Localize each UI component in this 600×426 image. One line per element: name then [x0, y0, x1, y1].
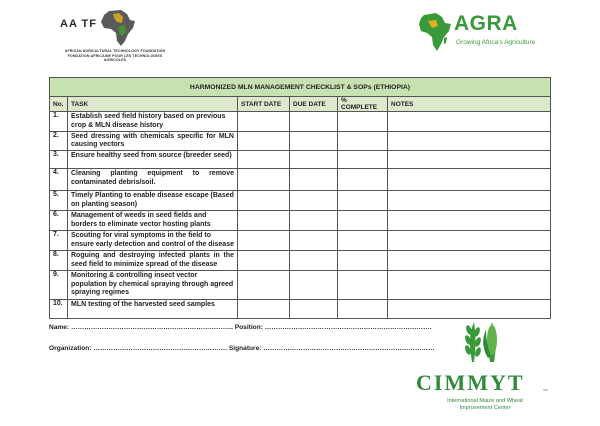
col-header-due-date: DUE DATE [290, 97, 338, 112]
start-date-cell[interactable] [238, 131, 290, 151]
due-date-cell[interactable] [290, 299, 338, 318]
name-position-line[interactable]: Name: ……………………………………………………………….. Position: …………………………………………………………………. [49, 324, 432, 331]
notes-cell[interactable] [388, 191, 551, 211]
aatf-name [60, 49, 170, 63]
due-date-cell[interactable] [290, 270, 338, 299]
complete-cell[interactable] [338, 210, 388, 230]
table-title-row [50, 78, 551, 97]
africa-map-icon [95, 8, 141, 48]
row-number: 2. [50, 131, 68, 151]
due-date-cell[interactable] [290, 131, 338, 151]
row-number: 9. [50, 270, 68, 299]
organization-signature-line[interactable]: Organization: ……………………………………………………. Signature: …………………………………………………………………… [49, 345, 435, 352]
due-date-cell[interactable] [290, 210, 338, 230]
africa-map-icon [418, 12, 452, 52]
row-number: 8. [50, 250, 68, 270]
table-row [50, 230, 551, 250]
table-title: HARMONIZED MLN MANAGEMENT CHECKLIST & SOPs (ETHIOPIA) [50, 78, 551, 97]
col-header-no: No. [50, 97, 68, 112]
row-task: Establish seed field history based on previous crop & MLN disease history [68, 112, 238, 132]
due-date-cell[interactable] [290, 230, 338, 250]
due-date-cell[interactable] [290, 112, 338, 132]
row-number: 6. [50, 210, 68, 230]
cimmyt-subtitle-line1: International Maize and Wheat [447, 398, 523, 404]
col-header-start-date: START DATE [238, 97, 290, 112]
table-row [50, 210, 551, 230]
notes-cell[interactable] [388, 169, 551, 191]
row-task: Roguing and destroying infected plants in the seed field to minimize spread of the disease [68, 250, 238, 270]
start-date-cell[interactable] [238, 112, 290, 132]
table-row [50, 112, 551, 132]
cimmyt-subtitle [410, 398, 560, 412]
table-header-row [50, 97, 551, 112]
table-row [50, 151, 551, 169]
notes-cell[interactable] [388, 250, 551, 270]
start-date-cell[interactable] [238, 230, 290, 250]
col-header-complete: % COMPLETE [338, 97, 388, 112]
start-date-cell[interactable] [238, 299, 290, 318]
cimmyt-service-mark: SM [543, 388, 548, 392]
complete-cell[interactable] [338, 151, 388, 169]
row-task: Ensure healthy seed from source (breeder seed) [68, 151, 238, 169]
table-row [50, 270, 551, 299]
start-date-cell[interactable] [238, 270, 290, 299]
due-date-cell[interactable] [290, 250, 338, 270]
aatf-name-en: AFRICAN AGRICULTURAL TECHNOLOGY FOUNDATION [64, 49, 166, 53]
checklist-table [49, 77, 551, 319]
complete-cell[interactable] [338, 131, 388, 151]
table-row [50, 191, 551, 211]
agra-name: AGRA [454, 12, 518, 35]
complete-cell[interactable] [338, 169, 388, 191]
complete-cell[interactable] [338, 230, 388, 250]
complete-cell[interactable] [338, 250, 388, 270]
table-row [50, 131, 551, 151]
table-row [50, 169, 551, 191]
row-task: Monitoring & controlling insect vector population by chemical spraying through agreed spraying regimes [68, 270, 238, 299]
notes-cell[interactable] [388, 131, 551, 151]
complete-cell[interactable] [338, 112, 388, 132]
complete-cell[interactable] [338, 299, 388, 318]
cimmyt-subtitle-line2: Improvement Center [459, 405, 511, 411]
complete-cell[interactable] [338, 270, 388, 299]
start-date-cell[interactable] [238, 151, 290, 169]
wheat-maize-icon [460, 318, 504, 364]
row-task: Cleaning planting equipment to remove contaminated debris/soil. [68, 169, 238, 191]
col-header-task: TASK [68, 97, 238, 112]
row-task: Seed dressing with chemicals specific for MLN causing vectors [68, 131, 238, 151]
start-date-cell[interactable] [238, 210, 290, 230]
aatf-logo [60, 6, 170, 64]
table-row [50, 250, 551, 270]
row-task: Management of weeds in seed fields and borders to eliminate vector hosting plants [68, 210, 238, 230]
row-number: 3. [50, 151, 68, 169]
col-header-notes: NOTES [388, 97, 551, 112]
due-date-cell[interactable] [290, 151, 338, 169]
start-date-cell[interactable] [238, 191, 290, 211]
notes-cell[interactable] [388, 151, 551, 169]
agra-tagline: Growing Africa's Agriculture [456, 39, 536, 46]
row-number: 5. [50, 191, 68, 211]
cimmyt-logo [410, 316, 560, 426]
agra-logo [418, 10, 543, 58]
start-date-cell[interactable] [238, 250, 290, 270]
row-task: MLN testing of the harvested seed samples [68, 299, 238, 318]
due-date-cell[interactable] [290, 169, 338, 191]
aatf-name-fr: FONDATION AFRICAINE POUR LES TECHNOLOGIES AGRICOLES [67, 53, 163, 63]
start-date-cell[interactable] [238, 169, 290, 191]
complete-cell[interactable] [338, 191, 388, 211]
row-number: 7. [50, 230, 68, 250]
row-number: 1. [50, 112, 68, 132]
row-task: Timely Planting to enable disease escape (Based on planting season) [68, 191, 238, 211]
row-task: Scouting for viral symptoms in the field to ensure early detection and control of the disease [68, 230, 238, 250]
aatf-brand: AA TF [60, 18, 97, 30]
due-date-cell[interactable] [290, 191, 338, 211]
notes-cell[interactable] [388, 270, 551, 299]
row-number: 4. [50, 169, 68, 191]
notes-cell[interactable] [388, 112, 551, 132]
notes-cell[interactable] [388, 230, 551, 250]
cimmyt-name: CIMMYT [416, 370, 525, 395]
notes-cell[interactable] [388, 210, 551, 230]
row-number: 10. [50, 299, 68, 318]
